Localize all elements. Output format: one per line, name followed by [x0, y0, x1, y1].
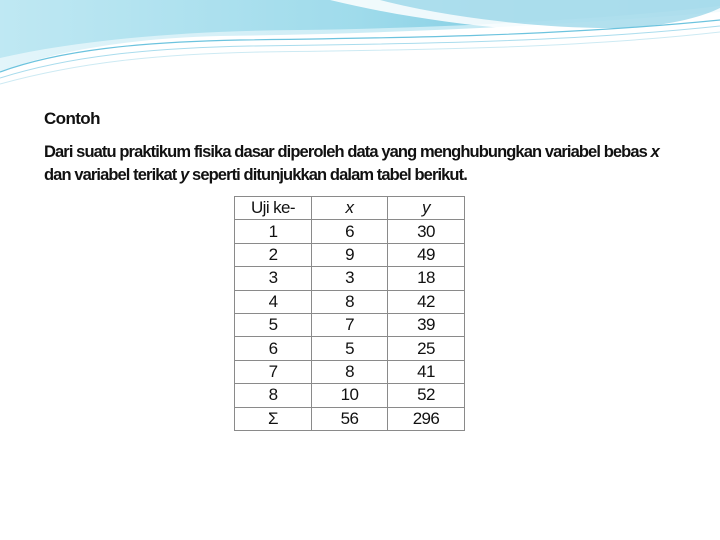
cell-x: 3 — [312, 267, 388, 290]
table-row — [235, 267, 465, 290]
cell-trial: 8 — [235, 384, 312, 407]
paragraph-text-3: seperti ditunjukkan dalam tabel berikut. — [188, 166, 467, 184]
cell-x: 6 — [312, 220, 388, 243]
paragraph-text-2: dan variabel terikat — [44, 166, 181, 184]
cell-trial: 3 — [235, 267, 312, 290]
cell-y: 42 — [388, 290, 465, 313]
table-row — [235, 360, 465, 383]
cell-y: 49 — [388, 243, 465, 266]
table-header-row — [235, 197, 465, 220]
cell-sum-symbol: Σ — [235, 407, 312, 430]
cell-y: 25 — [388, 337, 465, 360]
cell-trial: 4 — [235, 290, 312, 313]
cell-y: 39 — [388, 313, 465, 336]
cell-trial: 6 — [235, 337, 312, 360]
cell-trial: 1 — [235, 220, 312, 243]
paragraph-text-1: Dari suatu praktikum fisika dasar diperoleh data yang menghubungkan variabel bebas — [44, 143, 651, 161]
cell-sum-y: 296 — [388, 407, 465, 430]
cell-x: 10 — [312, 384, 388, 407]
cell-y: 41 — [388, 360, 465, 383]
column-header-x: x — [312, 197, 388, 220]
cell-y: 18 — [388, 267, 465, 290]
slide-paragraph — [44, 141, 674, 187]
cell-x: 8 — [312, 360, 388, 383]
table-row — [235, 290, 465, 313]
data-table — [234, 196, 465, 431]
table-row — [235, 313, 465, 336]
cell-y: 52 — [388, 384, 465, 407]
variable-x: x — [650, 143, 659, 161]
cell-x: 9 — [312, 243, 388, 266]
header-wave-decoration — [0, 0, 720, 90]
variable-y: y — [180, 166, 189, 184]
cell-sum-x: 56 — [312, 407, 388, 430]
cell-trial: 2 — [235, 243, 312, 266]
cell-x: 8 — [312, 290, 388, 313]
slide-heading: Contoh — [44, 109, 100, 128]
table-row — [235, 243, 465, 266]
table-row — [235, 384, 465, 407]
cell-x: 7 — [312, 313, 388, 336]
column-header-trial: Uji ke- — [235, 197, 312, 220]
cell-trial: 7 — [235, 360, 312, 383]
cell-trial: 5 — [235, 313, 312, 336]
cell-y: 30 — [388, 220, 465, 243]
table-row — [235, 337, 465, 360]
column-header-y: y — [388, 197, 465, 220]
table-sum-row — [235, 407, 465, 430]
cell-x: 5 — [312, 337, 388, 360]
table-row — [235, 220, 465, 243]
